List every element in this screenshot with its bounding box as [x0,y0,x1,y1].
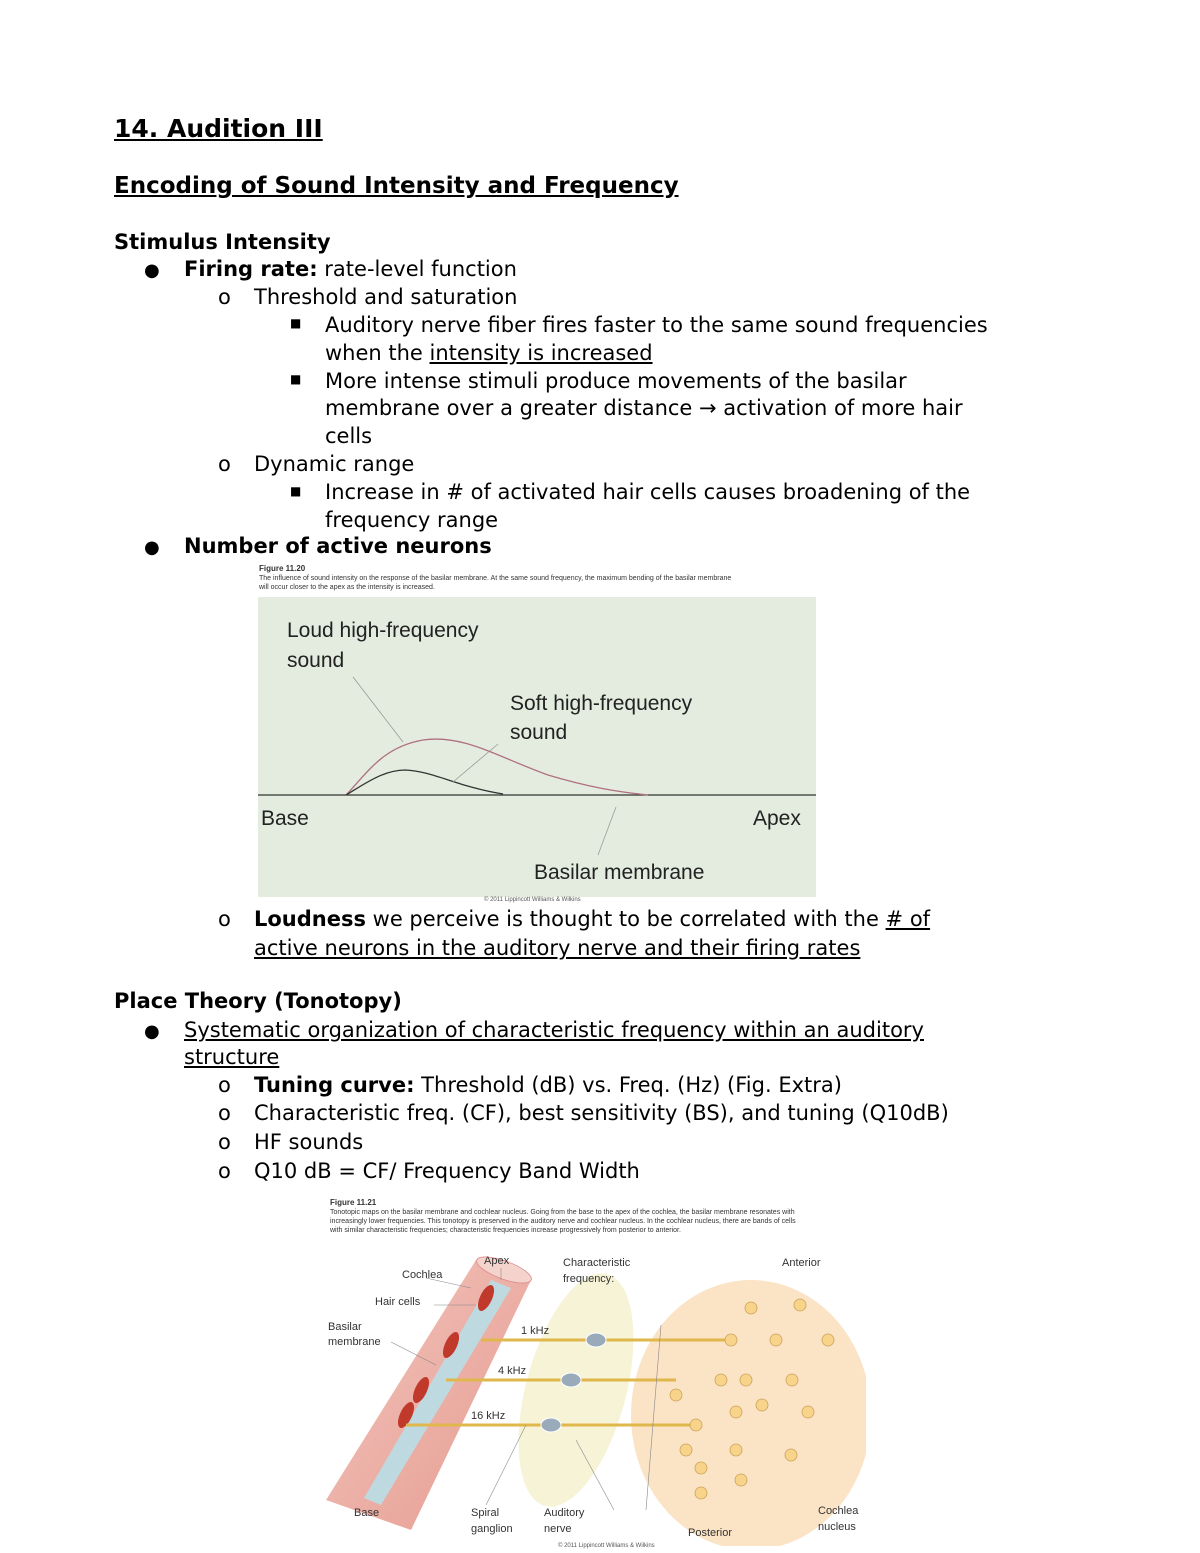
ganglion-cell [561,1373,581,1387]
figure2-credit: © 2011 Lippincott Williams & Wilkins [558,1543,655,1549]
characteristic-freq-item: Characteristic freq. (CF), best sensitivity (BS), and tuning (Q10dB) [254,1101,949,1125]
intense-stimuli-line1: More intense stimuli produce movements of the basilar [325,369,907,393]
figure1-caption [259,564,731,592]
increase-activated-line2: frequency range [325,508,499,532]
fiber-fires-line2 [325,340,653,367]
intense-stimuli-line3: cells [325,424,373,448]
ganglion-cell [541,1418,561,1432]
nucleus-label-line2: nucleus [818,1521,856,1533]
basilar-label-line2: membrane [328,1336,381,1348]
figure1-background [258,597,816,897]
firing-rate-label: Firing rate: [184,257,318,281]
fiber-fires-line1: Auditory nerve fiber fires faster to the same sound frequencies [325,313,988,337]
cf-label-line2: frequency: [563,1273,615,1285]
soft-label-line1: Soft high-frequency [510,692,693,715]
figure1-label: Figure 11.20 [259,564,306,573]
loudness-line2: active neurons in the auditory nerve and their firing rates [254,936,861,960]
bullet-active-neurons: Number of active neurons [184,534,492,558]
bullet-firing-rate [184,256,517,283]
square-bullet-icon: ■ [290,316,302,330]
apex-label: Apex [753,807,801,830]
increase-activated-line1: Increase in # of activated hair cells causes broadening of the [325,480,971,504]
section-heading-encoding: Encoding of Sound Intensity and Frequency [114,173,679,199]
figure1-caption-line1: The influence of sound intensity on the response of the basilar membrane. At the same sound frequency, the maximum bending of the basilar membrane [259,575,732,582]
tuning-curve-item [254,1072,842,1099]
spiral-label-line2: ganglion [471,1523,513,1535]
tonotopy-figure [326,1250,866,1546]
intensity-increased-underline: intensity is increased [429,341,653,365]
anterior-label: Anterior [782,1257,821,1269]
fiber-fires-pre: when the [325,341,430,365]
tonotopy-line1: Systematic organization of characteristic frequency within an auditory [184,1018,924,1042]
loud-label-line1: Loud high-frequency [287,619,479,642]
loud-label-line2: sound [287,649,345,672]
tonotopy-line2: structure [184,1045,280,1069]
circle-bullet-icon: o [218,1159,231,1183]
loudness-label: Loudness [254,907,366,931]
square-bullet-icon: ■ [290,484,302,498]
bullet-icon: ● [144,537,160,558]
q10-item: Q10 dB = CF/ Frequency Band Width [254,1159,640,1183]
circle-bullet-icon: o [218,285,231,309]
cochlea-label: Cochlea [402,1269,443,1281]
tuning-curve-text: Threshold (dB) vs. Freq. (Hz) (Fig. Extra) [414,1073,842,1097]
heading-place-theory: Place Theory (Tonotopy) [114,989,402,1013]
loudness-underline1: # of [885,907,931,931]
cf-label-line1: Characteristic [563,1257,631,1269]
circle-bullet-icon: o [218,1101,231,1125]
basilar-membrane-label: Basilar membrane [534,861,705,884]
hair-cells-label: Hair cells [375,1296,421,1308]
figure1-caption-line2: will occur closer to the apex as the intensity is increased. [259,584,435,591]
nucleus-label-line1: Cochlea [818,1505,859,1517]
page-title: 14. Audition III [114,114,323,143]
intense-stimuli-line2: membrane over a greater distance → activation of more hair [325,396,963,420]
soft-label-line2: sound [510,721,568,744]
khz16-label: 16 kHz [471,1410,506,1422]
figure2-caption-line3: with similar characteristic frequencies; characteristic frequencies increase progressively from posterior to anterior. [330,1227,681,1234]
hf-sounds-item: HF sounds [254,1130,364,1154]
circle-bullet-icon: o [218,1073,231,1097]
figure1-credit: © 2011 Lippincott Williams & Wilkins [484,897,581,903]
circle-bullet-icon: o [218,1130,231,1154]
khz1-label: 1 kHz [521,1325,550,1337]
bullet-icon: ● [144,260,160,281]
square-bullet-icon: ■ [290,372,302,386]
apex-label: Apex [484,1255,510,1267]
ganglion-cell [586,1333,606,1347]
base-label: Base [261,807,309,830]
spiral-label-line1: Spiral [471,1507,500,1519]
figure2-caption [330,1198,796,1235]
tuning-curve-label: Tuning curve: [254,1073,415,1097]
posterior-label: Posterior [688,1527,733,1539]
subheading-stimulus-intensity: Stimulus Intensity [114,230,331,254]
loudness-mid: we perceive is thought to be correlated with the [365,907,886,931]
nerve-label-line1: Auditory [544,1507,585,1519]
base-label: Base [354,1507,380,1519]
circle-bullet-icon: o [218,907,231,931]
firing-rate-text: rate-level function [317,257,517,281]
basilar-membrane-figure [258,597,816,897]
khz4-label: 4 kHz [498,1365,527,1377]
loudness-line1 [254,906,930,933]
bullet-icon: ● [144,1021,160,1042]
figure2-caption-line1: Tonotopic maps on the basilar membrane and cochlear nucleus. Going from the base to the apex of the cochlea, the basilar membrane resonates with [330,1209,795,1216]
figure2-caption-line2: increasingly lower frequencies. This tonotopy is preserved in the auditory nerve and cochlear nucleus. In the cochlear nucleus, there are bands of cells [330,1218,796,1225]
sub-dynamic-range: Dynamic range [254,452,415,476]
sub-threshold-saturation: Threshold and saturation [254,285,518,309]
nerve-label-line2: nerve [544,1523,572,1535]
basilar-label-line1: Basilar [328,1321,362,1333]
figure2-label: Figure 11.21 [330,1198,377,1207]
circle-bullet-icon: o [218,452,231,476]
